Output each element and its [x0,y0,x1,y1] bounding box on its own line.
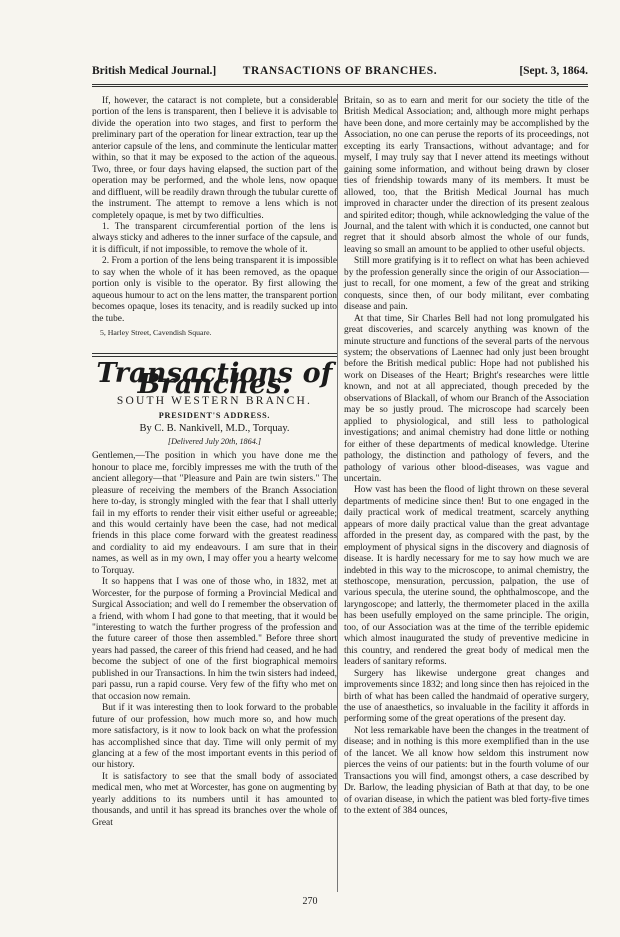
header-rule [92,84,588,87]
running-header [92,65,588,81]
paragraph: It so happens that I was one of those who, in 1832, met at Worcester, for the purpose of forming a Provincial Medical and Surgical Association; and well do I remember the observation of a friend, with whom I had gone to that meeting, that it would be "interesting to watch the further progress of the profession and the future career of those then assembled." Before three short years had passed, the career of this friend had ceased, and he had become the subject of one of the first biographical memoirs published in our Transactions. In him the twin sisters had indeed, pari passu, run a rapid course. Very few of the fifty who met on that occasion now remain. [92,577,337,702]
paragraph: Britain, so as to earn and merit for our society the title of the British Medical Association; and, although more might perhaps have been done, and more certainly may be accomplished by the Association, no one can peruse the reports of its proceedings, not excepting its early Transactions, without advantage; and for myself, I may truly say that I never attend its meetings without gaining some information, and without being drawn by closer ties of friendship towards many of its members. It must be allowed, too, that the British Medical Journal has much improved in character under the direction of its present zealous and spirited editor; though, while acknowledging the value of the Journal, and the talent with which it is conducted, one cannot but regret that it should absorb almost the whole of our funds, leaving so small an amount to be applied to other useful objects. [344,96,589,255]
paragraph: Still more gratifying is it to reflect on what has been achieved by the profession generally since the origin of our Association—just to recall, for one moment, a few of the great and striking conquests, since then, of our body militant, ever combating disease and pain. [344,256,589,313]
section-divider [92,353,337,360]
paragraph: Not less remarkable have been the changes in the treatment of disease; and in nothing is this more exemplified than in the use of the lancet. We all know how seldom this instrument now pierces the veins of our patients: but in the fourth volume of our Transactions you will find, amongst others, a case described by Dr. Barlow, the leading physician of Bath at that day, to be one of ovarian disease, in which the patient was bled forty-five times to the extent of 384 ounces, [344,725,589,817]
paragraph: Gentlemen,—The position in which you have done me the honour to place me, forcibly impresses me with the truth of the ancient allegory—that "Pleasure and Pain are twin sisters." The pleasure of receiving the members of the Branch Association here to-day, is strongly mingled with the fear that I shall utterly fail in my efforts to render their visit either useful or agreeable; and this would certainly have been the case, had not medical friends in this place come forward with the greatest readiness and cordiality to aid my endeavours. I am sure that in their names, as well as in my own, I may offer you a hearty welcome to Torquay. [92,451,337,576]
branch-heading: SOUTH WESTERN BRANCH. [116,395,313,408]
paragraph: 2. From a portion of the lens being transparent it is impossible to say when the whole of it has been removed, as the opaque portion only is visible to the operator. By first allowing the aqueous humour to act on the lens matter, the transparent portion becomes opaque, loses its tenacity, and is readily sucked up into the tube. [92,256,337,324]
paragraph: At that time, Sir Charles Bell had not long promulgated his great discoveries, and scarcely anything was known of the minute structure and functions of the several parts of the nervous system; the observations of Laennec had only just been brought before the British medical public: Hope had not published his work on Diseases of the Heart; Bright's researches were little known, and not at all appreciated, though preceded by the observations of Blackall, of whom our Branch of the Association may be so justly proud. The microscope had scarcely been applied to physiological, and still less to pathological investigations; and animal chemistry had done little or nothing for either of these departments of medical knowledge. Uterine pathology, the distinction and pathology of fevers, and the pathology of various other blood-diseases, was vague and uncertain. [344,313,589,484]
right-column [344,96,589,818]
address-heading: PRESIDENT'S ADDRESS. [158,410,271,420]
paragraph: Surgery has likewise undergone great changes and improvements since 1832; and long since then has rejoiced in the birth of what has been called the handmaid of operative surgery, the use of anaesthetics, so invaluable in the facility it affords in performing some of the great operations of the present day. [344,668,589,725]
page-number: 270 [302,896,318,907]
column-divider [337,94,338,892]
paragraph: 1. The transparent circumferential portion of the lens is always sticky and adheres to the inner surface of the capsule, and it is difficult, if not impossible, to remove the whole of it. [92,221,337,255]
section-running-title: TRANSACTIONS OF BRANCHES. [242,65,438,77]
paragraph: But if it was interesting then to look forward to the probable future of our profession, how much more so, and how much more satisfactory, is it now to look back on what the profession has accomplished since that day. Time will only permit of my glancing at a few of the most important events in this period of our history. [92,703,337,771]
delivery-date: [Delivered July 20th, 1864.] [167,436,262,446]
paragraph: How vast has been the flood of light thrown on these several departments of medicine since then! But to one engaged in the daily practical work of medical treatment, scarcely anything appears of more daily practical value than the great advantage afforded in the present day, as compared with the past, by the employment of physical signs in the discovery and diagnosis of disease. It is hardly necessary for me to say how much we are indebted in this way to the microscope, to animal chemistry, the stethoscope, mensuration, percussion, palpation, the use of various specula, the uterine sound, the ophthalmoscope, and the laryngoscope; and latterly, the thermometer placed in the axilla has been usefully employed on the same principle. The origin, too, of our Association was at the time of the terrible epidemic which almost inaugurated the study of preventive medicine in this country, and rendered the great body of medical men the leaders of sanitary reforms. [344,485,589,668]
issue-date: [Sept. 3, 1864. [519,65,588,77]
left-column [92,96,337,829]
paragraph: It is satisfactory to see that the small body of associated medical men, who met at Worcester, has gone on augmenting by yearly additions to its numbers until it has amounted to thousands, and until it has spread its branches over the whole of Great [92,771,337,828]
section-title: Transactions of Branches. [96,357,333,400]
paragraph: If, however, the cataract is not complete, but a considerable portion of the lens is transparent, then I believe it is advisable to divide the operation into two stages, and first to perform the preliminary part of the operation for linear extraction, tear up the anterior capsule of the lens, and comminute the lenticular matter within, so that it may be exposed to the action of the aqueous. Two, three, or four days having elapsed, the suction part of the operation may be performed, and the whole lens, now opaque and diffluent, will be readily drawn through the tubular curette of the instrument. The attempt to remove a lens which is not completely opaque, is met by two difficulties. [92,96,337,221]
journal-name: British Medical Journal.] [92,65,217,77]
author-address: 5, Harley Street, Cavendish Square. [100,328,212,338]
author-line: By C. B. Nankivell, M.D., Torquay. [139,423,290,435]
